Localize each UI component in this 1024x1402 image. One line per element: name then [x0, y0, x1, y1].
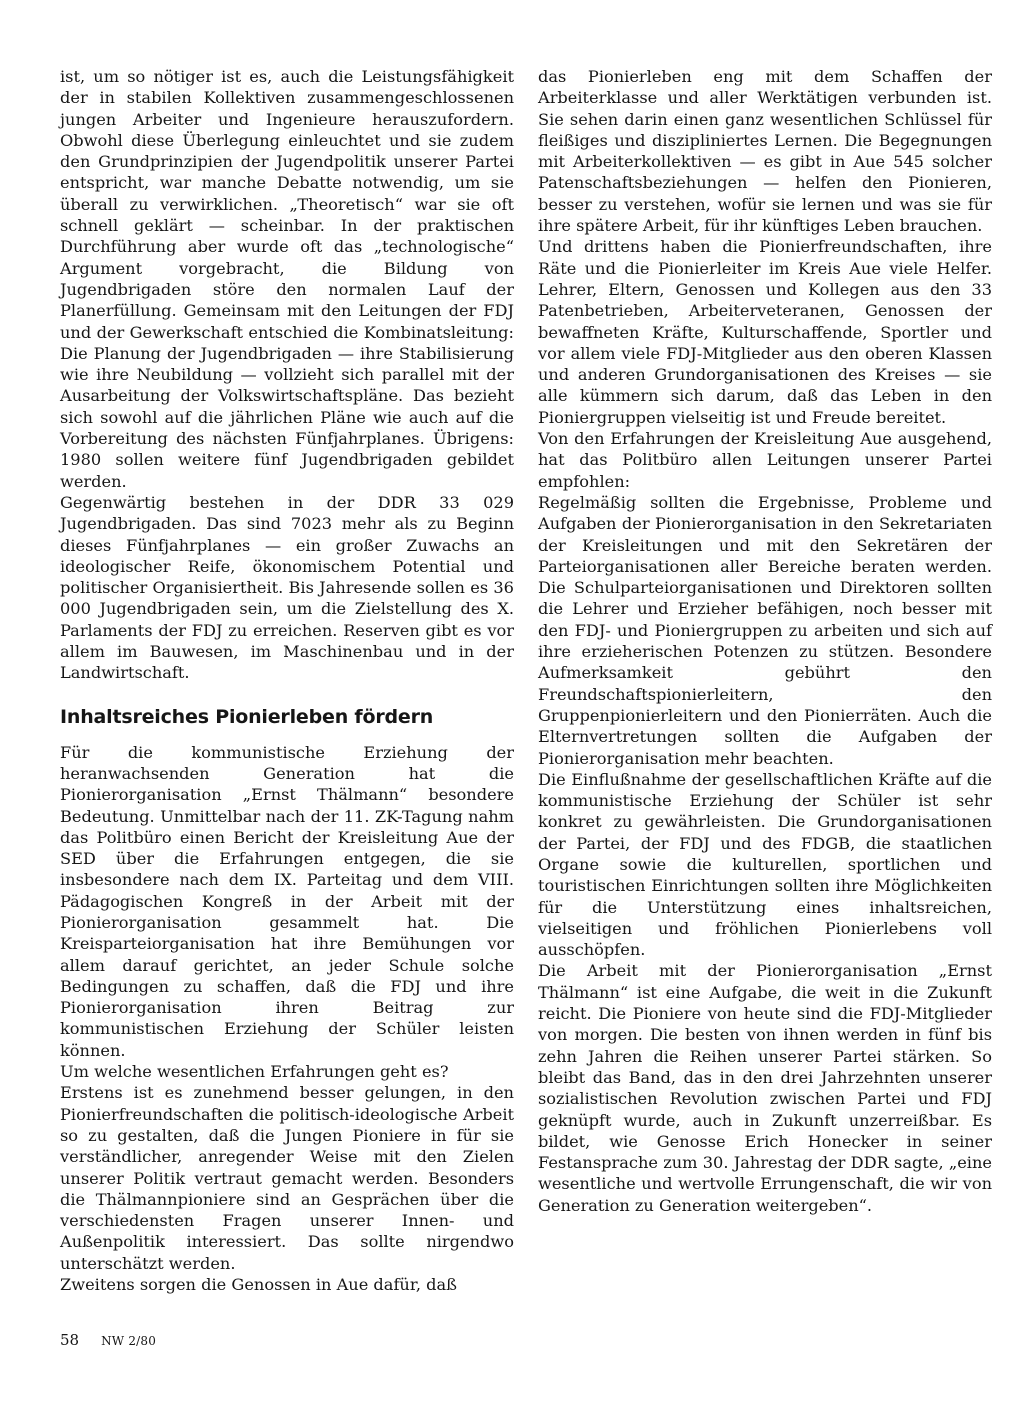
paragraph: Die Arbeit mit der Pionierorganisation „Ernst Thälmann“ ist eine Aufgabe, die weit in die Zukunft reicht. Die Pioniere von heute sind die FDJ-Mitglieder von morgen. Die besten von ihnen werden in fünf bis zehn Jahren die Reihen unserer Partei stärken. So bleibt das Band, das in den drei Jahrzehnten unserer sozialistischen Revolution zwischen Partei und FDJ geknüpft wurde, auch in Zukunft unzerreißbar. Es bildet, wie Genosse Erich Honecker in seiner Festansprache zum 30. Jahrestag der DDR sagte, „eine wesentliche und wertvolle Errungenschaft, die wir von Generation zu Generation weitergeben“.: [538, 961, 992, 1215]
paragraph: Gegenwärtig bestehen in der DDR 33 029 Jugendbrigaden. Das sind 7023 mehr als zu Beginn dieses Fünfjahrplanes — ein großer Zuwachs an ideologischer Reife, ökonomischem Potential und politischer Organisiertheit. Bis Jahresende sollen es 36 000 Jugendbrigaden sein, um die Zielstellung des X. Parlaments der FDJ zu erreichen. Reserven gibt es vor allem im Bauwesen, im Maschinenbau und in der Landwirtschaft.: [60, 492, 514, 683]
section-heading: Inhaltsreiches Pionierleben fördern: [60, 705, 434, 728]
page-number: 58: [60, 1331, 80, 1349]
left-column: [60, 66, 514, 1295]
paragraph: Zweitens sorgen die Genossen in Aue dafür, daß: [60, 1275, 457, 1295]
paragraph: Regelmäßig sollten die Ergebnisse, Probleme und Aufgaben der Pionierorganisation in den Sekretariaten der Kreisleitungen und mit den Sekretären der Parteiorganisationen aller Bereiche beraten werden. Die Schulparteiorganisationen und Direktoren sollten die Lehrer und Erzieher befähigen, noch besser mit den FDJ- und Pioniergruppen zu arbeiten und sich auf ihre erzieherischen Potenzen zu stützen. Besondere Aufmerksamkeit gebührt den Freundschaftspionierleitern, den Gruppenpionierleitern und den Pionierräten. Auch die Elternvertretungen sollten die Aufgaben der Pionierorganisation mehr beachten.: [538, 492, 992, 768]
paragraph: Um welche wesentlichen Erfahrungen geht es?: [60, 1062, 449, 1082]
paragraph: Erstens ist es zunehmend besser gelungen, in den Pionierfreundschaften die politisch-ideologische Arbeit so zu gestalten, daß die Jungen Pioniere in für sie verständlicher, anregender Weise mit den Zielen unserer Politik vertraut gemacht werden. Besonders die Thälmannpioniere sind an Gesprächen über die verschiedensten Fragen unserer Innen- und Außenpolitik interessiert. Das sollte nirgendwo unterschätzt werden.: [60, 1083, 514, 1273]
page-footer: [60, 1331, 156, 1350]
paragraph: ist, um so nötiger ist es, auch die Leistungsfähigkeit der in stabilen Kollektiven zusammengeschlossenen jungen Arbeiter und Ingenieure herauszufordern. Obwohl diese Überlegung einleuchtet und sie zudem den Grundprinzipien der Jugendpolitik unserer Partei entspricht, war manche Debatte notwendig, um sie überall zu verwirklichen. „Theoretisch“ war sie oft schnell geklärt — scheinbar. In der praktischen Durchführung aber wurde oft das „technologische“ Argument vorgebracht, die Bildung von Jugendbrigaden störe den normalen Lauf der Planerfüllung. Gemeinsam mit den Leitungen der FDJ und der Gewerkschaft entschied die Kombinatsleitung: Die Planung der Jugendbrigaden — ihre Stabilisierung wie ihre Neubildung — vollzieht sich parallel mit der Ausarbeitung der Volkswirtschaftspläne. Das bezieht sich sowohl auf die jährlichen Pläne wie auch auf die Vorbereitung des nächsten Fünfjahrplanes. Übrigens: 1980 sollen weitere fünf Jugendbrigaden gebildet werden.: [60, 67, 514, 491]
issue-label: NW 2/80: [101, 1334, 157, 1348]
right-column: [538, 66, 992, 1216]
paragraph: Von den Erfahrungen der Kreisleitung Aue ausgehend, hat das Politbüro allen Leitungen unserer Partei empfohlen:: [538, 429, 992, 491]
paragraph: das Pionierleben eng mit dem Schaffen der Arbeiterklasse und aller Werktätigen verbunden ist. Sie sehen darin einen ganz wesentlichen Schlüssel für fleißiges und diszipliniertes Lernen. Die Begegnungen mit Arbeiterkollektiven — es gibt in Aue 545 solcher Patenschaftsbeziehungen — helfen den Pionieren, besser zu verstehen, wofür sie lernen und was sie für ihre spätere Arbeit, für ihr künftiges Leben brauchen.: [538, 67, 992, 236]
paragraph: Für die kommunistische Erziehung der heranwachsenden Generation hat die Pionierorganisation „Ernst Thälmann“ besondere Bedeutung. Unmittelbar nach der 11. ZK-Tagung nahm das Politbüro einen Bericht der Kreisleitung Aue der SED über die Erfahrungen entgegen, die sie insbesondere nach dem IX. Parteitag und dem VIII. Pädagogischen Kongreß in der Arbeit mit der Pionierorganisation gesammelt hat. Die Kreisparteiorganisation hat ihre Bemühungen vor allem darauf gerichtet, an jeder Schule solche Bedingungen zu schaffen, daß die FDJ und ihre Pionierorganisation ihren Beitrag zur kommunistischen Erziehung der Schüler leisten können.: [60, 742, 514, 1060]
paragraph: Und drittens haben die Pionierfreundschaften, ihre Räte und die Pionierleiter im Kreis Aue viele Helfer. Lehrer, Eltern, Genossen und Kollegen aus den 33 Patenbetrieben, Arbeiterveteranen, Genossen der bewaffneten Kräfte, Kulturschaffende, Sportler und vor allem viele FDJ-Mitglieder aus den oberen Klassen und anderen Grundorganisationen des Kreises — sie alle kümmern sich darum, daß das Leben in den Pioniergruppen vielseitig ist und Freude bereitet.: [538, 237, 992, 427]
paragraph: Die Einflußnahme der gesellschaftlichen Kräfte auf die kommunistische Erziehung der Schüler ist sehr konkret zu gewährleisten. Die Grundorganisationen der Partei, der FDJ und des FDGB, die staatlichen Organe sowie die kulturellen, sportlichen und touristischen Einrichtungen sollten ihre Möglichkeiten für die Unterstützung eines inhaltsreichen, vielseitigen und fröhlichen Pionierlebens voll ausschöpfen.: [538, 769, 992, 960]
